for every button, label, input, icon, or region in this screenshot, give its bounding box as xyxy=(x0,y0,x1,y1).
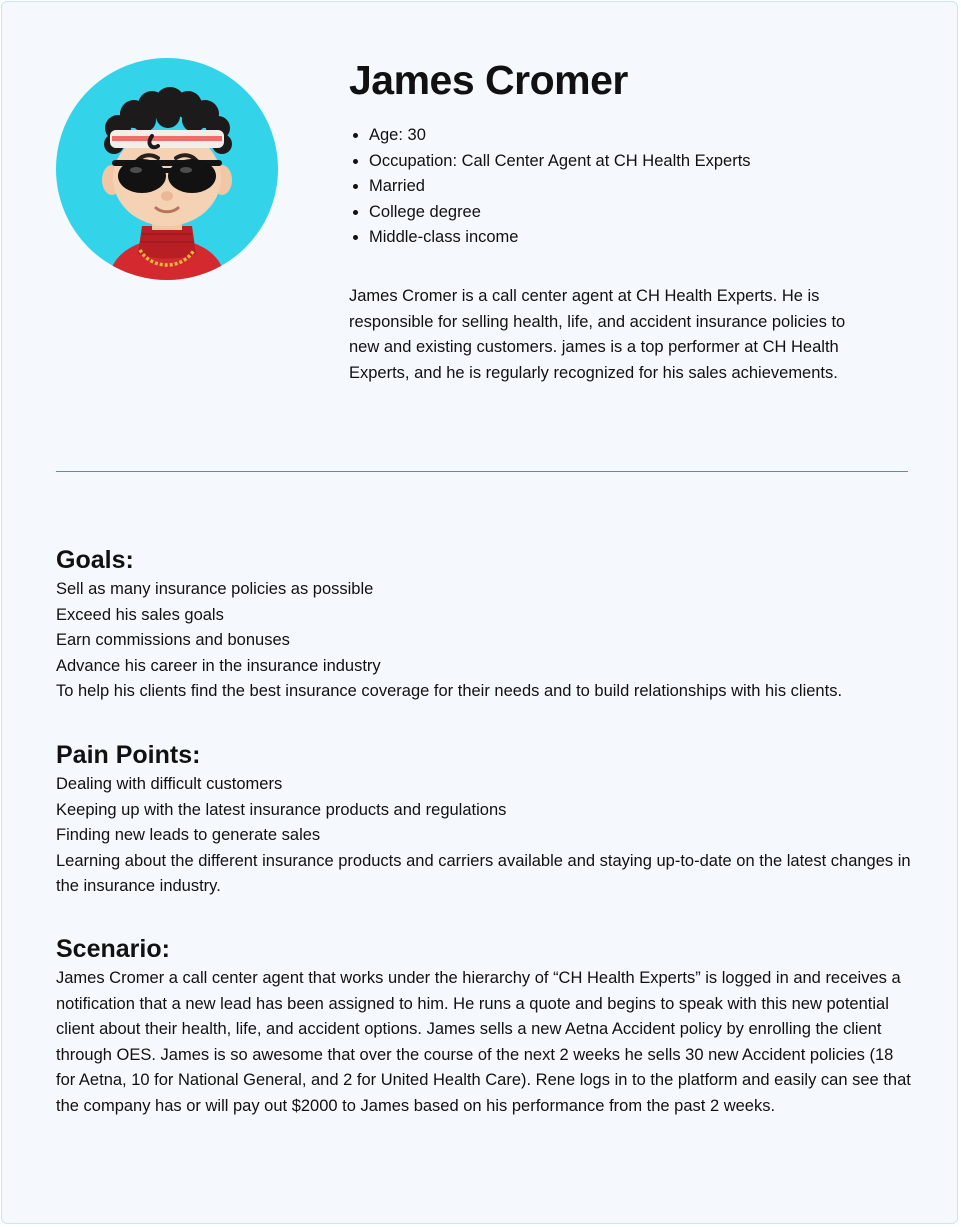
fact-income: • Middle-class income xyxy=(369,225,751,251)
section-divider xyxy=(56,471,908,472)
scenario-text: James Cromer a call center agent that works under the hierarchy of “CH Health Experts” is logged in and receives a notification that a new lead has been assigned to him. He runs a quote and begins to speak with this new potential client about their health, life, and accident options. James sells a new Aetna Accident policy by enrolling the client through OES. James is so awesome that over the course of the next 2 weeks he sells 30 new Accident policies (18 for Aetna, 10 for National General, and 2 for United Health Care). Rene logs in to the platform and easily can see that the company has or will pay out $2000 to James based on his performance from the past 2 weeks. xyxy=(56,969,911,1115)
fact-age: • Age: 30 xyxy=(369,123,751,149)
goal-item: To help his clients find the best insurance coverage for their needs and to build relationships with his clients. xyxy=(56,682,843,700)
goals-heading: Goals: xyxy=(56,546,134,574)
goals-section xyxy=(56,544,916,705)
fact-occupation: • Occupation: Call Center Agent at CH Health Experts xyxy=(369,149,751,175)
pain-point-item: Dealing with difficult customers xyxy=(56,775,283,793)
pain-points-section xyxy=(56,739,916,900)
pain-points-heading: Pain Points: xyxy=(56,741,201,769)
pain-point-item: Keeping up with the latest insurance products and regulations xyxy=(56,800,507,819)
persona-facts-list xyxy=(349,123,751,251)
goal-item: Sell as many insurance policies as possible xyxy=(56,580,374,598)
persona-name: James Cromer xyxy=(349,57,628,103)
avatar-illustration xyxy=(56,58,278,280)
scenario-section xyxy=(56,933,916,1119)
fact-marital-status: • Married xyxy=(369,174,751,200)
persona-bio: James Cromer is a call center agent at CH Health Experts. He is responsible for selling health, life, and accident insurance policies to new and existing customers. james is a top performer at CH Health Experts, and he is regularly recognized for his sales achievements. xyxy=(349,287,846,382)
pain-point-item: Finding new leads to generate sales xyxy=(56,826,321,844)
goal-item: Earn commissions and bonuses xyxy=(56,631,290,649)
fact-education: • College degree xyxy=(369,200,751,226)
goal-item: Exceed his sales goals xyxy=(56,605,224,624)
persona-card xyxy=(1,1,958,1224)
goal-item: Advance his career in the insurance industry xyxy=(56,656,381,675)
pain-point-item: Learning about the different insurance products and carriers available and staying up-to-date on the latest changes in the insurance industry. xyxy=(56,851,911,895)
persona-avatar xyxy=(56,58,278,280)
scenario-heading: Scenario: xyxy=(56,935,170,963)
